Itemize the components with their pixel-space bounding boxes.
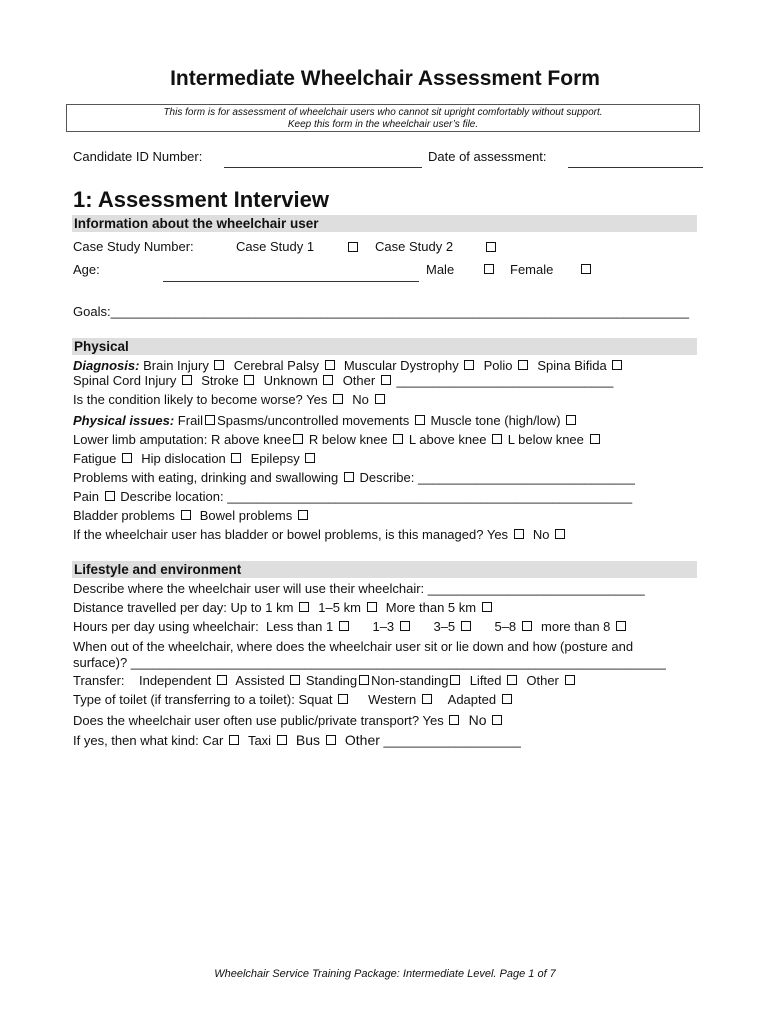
transport-yes-label: Yes [422,713,444,728]
spinal-cord-injury-checkbox[interactable] [182,375,192,385]
toilet-adapted-checkbox[interactable] [502,694,512,704]
spasms-label: Spasms/uncontrolled movements [217,413,410,428]
instruction-box [66,104,700,132]
distance-upto1-checkbox[interactable] [299,602,309,612]
eating-describe-field[interactable]: Describe: ______________________________ [359,470,635,485]
toilet-label: Type of toilet (if transferring to a toilet): [73,692,295,707]
transfer-row [73,673,577,689]
candidate-id-field[interactable] [224,153,422,168]
cerebral-palsy-checkbox[interactable] [325,360,335,370]
distance-more5-checkbox[interactable] [482,602,492,612]
toilet-row [73,692,514,708]
amp-r-below-checkbox[interactable] [393,434,403,444]
goals-field[interactable]: Goals:________________________________________________________________________________ [73,304,689,319]
diag-brain-injury: Brain Injury [143,358,209,373]
pain-row [73,489,632,505]
male-label: Male [426,262,455,277]
hours-label: Hours per day using wheelchair: [73,619,259,634]
case-study-2-checkbox[interactable] [486,242,496,252]
diag-muscular-dystrophy: Muscular Dystrophy [343,358,459,373]
diag-other: Other [342,373,376,388]
kind-bus-checkbox[interactable] [326,735,336,745]
age-label: Age: [73,262,100,277]
worse-no-checkbox[interactable] [375,394,385,404]
kind-bus: Bus [295,732,321,748]
pain-checkbox[interactable] [105,491,115,501]
case-study-1-checkbox[interactable] [348,242,358,252]
female-checkbox[interactable] [581,264,591,274]
toilet-adapted: Adapted [447,692,497,707]
hours-less1: Less than 1 [265,619,334,634]
bowel-label: Bowel problems [199,508,293,523]
male-checkbox[interactable] [484,264,494,274]
diagnosis-label: Diagnosis: [73,358,140,373]
worse-question: Is the condition likely to become worse? [73,392,303,407]
transfer-label: Transfer: [73,673,125,688]
toilet-squat: Squat [298,692,333,707]
amp-l-below: L below knee [507,432,584,447]
date-field[interactable] [568,153,703,168]
kind-car: Car [202,733,224,748]
info-bar: Information about the wheelchair user [72,215,697,232]
toilet-western: Western [368,692,417,707]
form-title: Intermediate Wheelchair Assessment Form [170,67,600,90]
kind-other-field[interactable]: ___________________ [383,733,521,748]
section-heading: 1: Assessment Interview [73,187,329,212]
diag-cerebral-palsy: Cerebral Palsy [233,358,319,373]
transfer-lifted: Lifted [469,673,502,688]
hip-checkbox[interactable] [231,453,241,463]
transport-no-label: No [468,712,487,728]
bladder-label: Bladder problems [73,508,175,523]
distance-1to5: 1–5 km [318,600,361,615]
amputation-label: Lower limb amputation: [73,432,208,447]
bladder-checkbox[interactable] [181,510,191,520]
transfer-assisted: Assisted [235,673,285,688]
muscular-dystrophy-checkbox[interactable] [464,360,474,370]
transfer-standing: Standing [305,673,358,688]
age-field[interactable] [163,267,419,282]
hours-5to8-checkbox[interactable] [522,621,532,631]
worse-yes-checkbox[interactable] [333,394,343,404]
brain-injury-checkbox[interactable] [214,360,224,370]
distance-more5: More than 5 km [385,600,477,615]
hours-3to5: 3–5 [433,619,456,634]
managed-question: If the wheelchair user has bladder or bowel problems, is this managed? [73,527,484,542]
diag-other-checkbox[interactable] [381,375,391,385]
worse-yes-label: Yes [306,392,328,407]
hours-5to8: 5–8 [494,619,517,634]
out-question-line-1: When out of the wheelchair, where does the wheelchair user sit or lie down and how (posture and [73,639,634,654]
toilet-western-checkbox[interactable] [422,694,432,704]
case-study-2-label: Case Study 2 [375,239,454,254]
amp-l-above-checkbox[interactable] [492,434,502,444]
diag-polio: Polio [483,358,513,373]
hours-1to3-checkbox[interactable] [400,621,410,631]
transport-yes-checkbox[interactable] [449,715,459,725]
eating-label: Problems with eating, drinking and swallowing [73,470,339,485]
pain-location-field[interactable]: Describe location: ________________________________________________________ [120,489,633,504]
frail-label: Frail [177,413,204,428]
kind-taxi-checkbox[interactable] [277,735,287,745]
page-footer: Wheelchair Service Training Package: Intermediate Level. Page 1 of 7 [214,968,556,980]
diagnosis-row-1 [73,358,624,374]
amp-r-above: R above knee [211,432,292,447]
pain-label: Pain [73,489,100,504]
diag-spinal-cord-injury: Spinal Cord Injury [73,373,177,388]
distance-label: Distance travelled per day: [73,600,227,615]
diag-other-field[interactable]: ______________________________ [396,373,614,388]
epilepsy-label: Epilepsy [250,451,300,466]
candidate-id-label: Candidate ID Number: [73,149,203,164]
transfer-other-checkbox[interactable] [565,675,575,685]
amp-r-above-checkbox[interactable] [293,434,303,444]
amputation-row [73,432,602,448]
managed-no-checkbox[interactable] [555,529,565,539]
managed-row [73,527,567,543]
hours-3to5-checkbox[interactable] [461,621,471,631]
tone-label: Muscle tone (high/low) [430,413,561,428]
tone-checkbox[interactable] [566,415,576,425]
stroke-checkbox[interactable] [244,375,254,385]
transfer-other: Other [526,673,559,688]
case-study-1-label: Case Study 1 [236,239,315,254]
diag-spina-bifida: Spina Bifida [537,358,607,373]
amp-l-above: L above knee [408,432,487,447]
managed-yes-label: Yes [486,527,509,542]
hip-label: Hip dislocation [141,451,226,466]
kind-other: Other [344,732,380,748]
bladder-row [73,508,310,524]
diag-stroke: Stroke [201,373,239,388]
transport-row [73,712,504,729]
transport-question: Does the wheelchair user often use public/private transport? [73,713,420,728]
spasms-checkbox[interactable] [415,415,425,425]
eating-row [73,470,635,486]
instruction-line-1: This form is for assessment of wheelchair users who cannot sit upright comfortably without support. [163,107,603,118]
transfer-lifted-checkbox[interactable] [507,675,517,685]
polio-checkbox[interactable] [518,360,528,370]
transport-kind-row [73,732,521,749]
frail-checkbox[interactable] [205,415,215,425]
kind-car-checkbox[interactable] [229,735,239,745]
spina-bifida-checkbox[interactable] [612,360,622,370]
distance-row [73,600,494,616]
diag-unknown: Unknown [263,373,318,388]
kind-taxi: Taxi [247,733,272,748]
issues-row [73,413,578,429]
out-question-field[interactable]: surface)? __________________________________________________________________________ [73,655,666,670]
hours-1to3: 1–3 [372,619,395,634]
hours-more8: more than 8 [541,619,611,634]
female-label: Female [510,262,554,277]
transfer-non-standing: Non-standing [371,673,449,688]
date-label: Date of assessment: [428,149,547,164]
transport-no-checkbox[interactable] [492,715,502,725]
hours-row [73,619,628,635]
hours-less1-checkbox[interactable] [339,621,349,631]
case-study-label: Case Study Number: [73,239,194,254]
transport-kind-label: If yes, then what kind: [73,733,199,748]
instruction-line-2: Keep this form in the wheelchair user’s file. [287,119,479,130]
physical-bar: Physical [72,338,697,355]
amp-l-below-checkbox[interactable] [590,434,600,444]
managed-no-label: No [532,527,550,542]
managed-yes-checkbox[interactable] [514,529,524,539]
transfer-non-standing-checkbox[interactable] [450,675,460,685]
bowel-checkbox[interactable] [298,510,308,520]
transfer-assisted-checkbox[interactable] [290,675,300,685]
distance-upto1: Up to 1 km [230,600,294,615]
fatigue-checkbox[interactable] [122,453,132,463]
transfer-independent: Independent [138,673,212,688]
transfer-independent-checkbox[interactable] [217,675,227,685]
hours-more8-checkbox[interactable] [616,621,626,631]
amp-r-below: R below knee [308,432,388,447]
eating-checkbox[interactable] [344,472,354,482]
fatigue-label: Fatigue [73,451,117,466]
worse-no-label: No [352,392,369,407]
unknown-checkbox[interactable] [323,375,333,385]
epilepsy-checkbox[interactable] [305,453,315,463]
diagnosis-row-2 [73,373,613,389]
lifestyle-bar: Lifestyle and environment [72,561,697,578]
issues-label: Physical issues: [73,413,175,428]
transfer-standing-checkbox[interactable] [359,675,369,685]
distance-1to5-checkbox[interactable] [367,602,377,612]
toilet-squat-checkbox[interactable] [338,694,348,704]
fatigue-row [73,451,317,467]
where-field[interactable]: Describe where the wheelchair user will use their wheelchair: ______________________________ [73,581,645,596]
worse-row [73,392,387,408]
